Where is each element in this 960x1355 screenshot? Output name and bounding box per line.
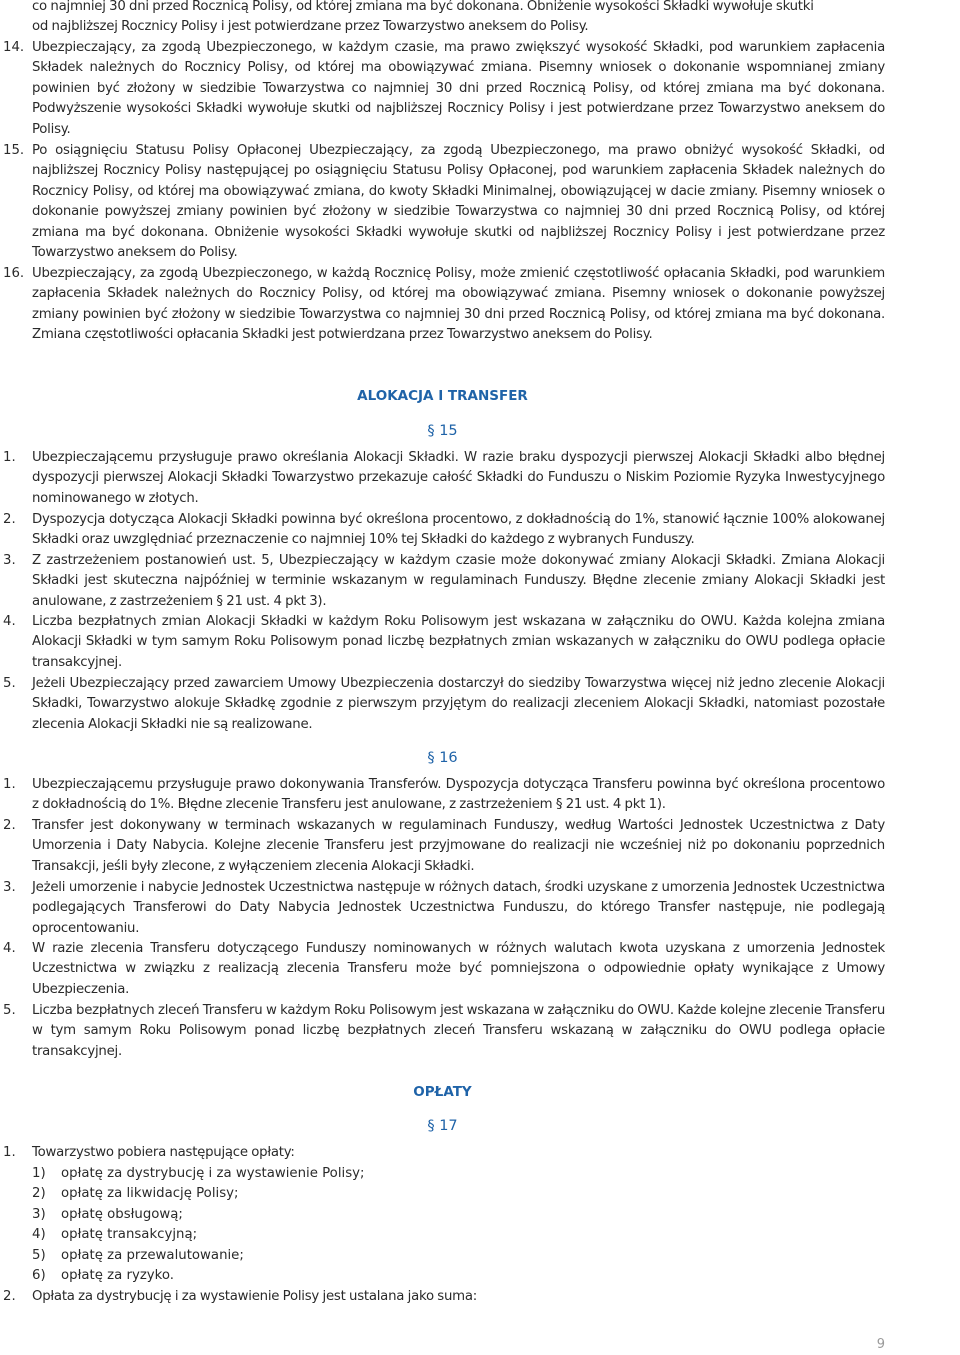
- fee-subitem-2: [32, 1184, 238, 1204]
- item-text: Jeżeli umorzenie i nabycie Jednostek Uczestnictwa następuje w różnych datach, środki uzyskane z umorzenia Jednostek Uczestnictwa podlegających Transferowi do Daty Nabycia Jednostek Uczestnictwa Funduszu, do którego Transfer następuje, nie podlegają oprocentowaniu.: [32, 880, 885, 936]
- allocation-item-5: [0, 674, 885, 735]
- item-text: Liczba bezpłatnych zleceń Transferu w każdym Roku Polisowym jest wskazana w załączniku do OWU. Każde kolejne zlecenie Transferu w tym samym Roku Polisowym ponad liczbę bezpłatnych zleceń Transferu wskazaną w załączniku do OWU podlega opłacie transakcyjnej.: [32, 1003, 885, 1059]
- item-number: 3.: [3, 553, 16, 568]
- intro-line-1: co najmniej 30 dni przed Rocznicą Polisy, od której zmiana ma być dokonana. Obniżenie wysokości Składki wywołuje skutki: [32, 0, 814, 14]
- fee-subitem-5: [32, 1246, 244, 1266]
- list-item-14: [0, 38, 885, 140]
- list-item-15: [0, 141, 885, 263]
- item-text: W razie zlecenia Transferu dotyczącego Funduszy nominowanych w różnych walutach kwota uzyskana z umorzenia Jednostek Uczestnictwa w związku z realizacją zlecenia Transferu może być pomniejszona o odpowiednie opłaty wynikające z Umowy Ubezpieczenia.: [32, 941, 885, 997]
- section-heading-allocation: ALOKACJA I TRANSFER: [357, 388, 528, 404]
- item-text: Liczba bezpłatnych zmian Alokacji Składki w każdym Roku Polisowym jest wskazana w załączniku do OWU. Każda kolejna zmiana Alokacji Składki w tym samym Roku Polisowym ponad liczbę bezpłatnych zmian wskazanych w załączniku do OWU podlega opłacie transakcyjnej.: [32, 614, 885, 670]
- item-text: Ubezpieczający, za zgodą Ubezpieczonego, w każdą Rocznicę Polisy, może zmienić częstotliwość opłacania Składki, pod warunkiem zapłacenia Składek należnych do Rocznicy Polisy, od której ma obowiązywać zmiana. Pisemny wniosek o dokonanie powyższej zmiany powinien być złożony w siedzibie Towarzystwa co najmniej 30 dni przed Rocznicą Polisy, od której zmiana ma być dokonana. Zmiana częstotliwości opłacania Składki jest potwierdzana przez Towarzystwo aneksem do Polisy.: [32, 266, 885, 343]
- allocation-item-3: [0, 551, 885, 612]
- item-text: Z zastrzeżeniem postanowień ust. 5, Ubezpieczający w każdym czasie może dokonywać zmiany Alokacji Składki. Zmiana Alokacji Składki jest skuteczna najpóźniej w terminie wskazanym w regulaminach Funduszy. Błędne zlecenie zmiany Alokacji Składki jest anulowane, z zastrzeżeniem § 21 ust. 4 pkt 3).: [32, 553, 885, 609]
- transfer-item-4: [0, 939, 885, 1000]
- paragraph-mark-17: § 17: [427, 1118, 458, 1134]
- fee-subitem-3: [32, 1205, 183, 1225]
- item-number: 1.: [3, 777, 16, 792]
- fee-subitem-4: [32, 1225, 197, 1245]
- subitem-text: opłatę za likwidację Polisy;: [61, 1186, 239, 1201]
- intro-line-2: od najbliższej Rocznicy Polisy i jest potwierdzane przez Towarzystwo aneksem do Polisy.: [32, 19, 589, 34]
- item-number: 4.: [3, 941, 16, 956]
- item-text: Po osiągnięciu Statusu Polisy Opłaconej Ubezpieczający, za zgodą Ubezpieczonego, ma prawo obniżyć wysokość Składki, od najbliższej Rocznicy Polisy następującej po osiągnięciu Statusu Polisy Opłaconej, pod warunkiem zapłacenia Składek należnych do Rocznicy Polisy, od której ma obowiązywać zmiana, do kwoty Składki Minimalnej, obowiązującej w dacie zmiany. Pisemny wniosek o dokonanie powyższej zmiany powinien być złożony w siedzibie Towarzystwa co najmniej 30 dni przed Rocznicą Polisy, od której zmiana ma być dokonana. Obniżenie wysokości Składki wywołuje skutki od najbliższej Rocznicy Polisy i jest potwierdzane przez Towarzystwo aneksem do Polisy.: [32, 143, 885, 261]
- subitem-number: 3): [32, 1207, 46, 1222]
- item-number: 2.: [3, 818, 16, 833]
- item-text: Opłata za dystrybucję i za wystawienie Polisy jest ustalana jako suma:: [32, 1289, 477, 1304]
- transfer-item-5: [0, 1001, 885, 1062]
- item-number: 5.: [3, 676, 16, 691]
- item-text: Transfer jest dokonywany w terminach wskazanych w regulaminach Funduszy, według Wartości Jednostek Uczestnictwa z Daty Umorzenia i Daty Nabycia. Kolejne zlecenie Transferu jest przyjmowane do realizacji nie wcześniej niż po dokonaniu poprzednich Transakcji, jeśli były zlecone, z wyłączeniem zlecenia Alokacji Składki.: [32, 818, 885, 874]
- fee-subitem-1: [32, 1164, 364, 1184]
- item-number: 2.: [3, 1289, 16, 1304]
- item-number: 1.: [3, 1145, 16, 1160]
- subitem-text: opłatę transakcyjną;: [61, 1227, 198, 1242]
- item-number: 3.: [3, 880, 16, 895]
- fees-item-1: [0, 1143, 885, 1163]
- fees-item-2: [0, 1287, 885, 1307]
- item-text: Towarzystwo pobiera następujące opłaty:: [32, 1145, 295, 1160]
- page-number: 9: [876, 1337, 885, 1352]
- item-number: 16.: [3, 266, 25, 281]
- paragraph-mark-16: § 16: [427, 750, 458, 766]
- subitem-number: 5): [32, 1248, 46, 1263]
- section-heading-fees: OPŁATY: [413, 1084, 472, 1100]
- item-text: Dyspozycja dotycząca Alokacji Składki powinna być określona procentowo, z dokładnością do 1%, stanowić łącznie 100% alokowanej Składki oraz uwzględniać przeznaczenie co najmniej 10% tej Składki do każdego z wybranych Funduszy.: [32, 512, 885, 548]
- item-text: Jeżeli Ubezpieczający przed zawarciem Umowy Ubezpieczenia dostarczył do siedziby Towarzystwa więcej niż jedno zlecenie Alokacji Składki, Towarzystwo alokuje Składkę zgodnie z pierwszym przyjętym do realizacji zleceniem Alokacji Składki, natomiast pozostałe zlecenia Alokacji Składki nie są realizowane.: [32, 676, 885, 732]
- item-number: 14.: [3, 40, 25, 55]
- fee-subitem-6: [32, 1266, 174, 1286]
- item-number: 4.: [3, 614, 16, 629]
- allocation-item-1: [0, 448, 885, 509]
- item-text: Ubezpieczającemu przysługuje prawo określania Alokacji Składki. W razie braku dyspozycji pierwszej Alokacji Składki albo błędnej dyspozycji pierwszej Alokacji Składki Towarzystwo przekazuje całość Składki do Funduszu o Niskim Poziomie Ryzyka Inwestycyjnego nominowanego w złotych.: [32, 450, 885, 506]
- subitem-number: 2): [32, 1186, 46, 1201]
- transfer-item-3: [0, 878, 885, 939]
- transfer-item-1: [0, 775, 885, 816]
- transfer-item-2: [0, 816, 885, 877]
- item-number: 1.: [3, 450, 16, 465]
- allocation-item-4: [0, 612, 885, 673]
- subitem-text: opłatę obsługową;: [61, 1207, 183, 1222]
- subitem-number: 4): [32, 1227, 46, 1242]
- item-number: 15.: [3, 143, 25, 158]
- item-number: 2.: [3, 512, 16, 527]
- subitem-text: opłatę za ryzyko.: [61, 1268, 175, 1283]
- allocation-item-2: [0, 510, 885, 551]
- item-text: Ubezpieczający, za zgodą Ubezpieczonego, w każdym czasie, ma prawo zwiększyć wysokość Składki, pod warunkiem zapłacenia Składek należnych do Rocznicy Polisy, od której ma obowiązywać zmiana. Pisemny wniosek o dokonanie wspomnianej zmiany powinien być złożony w siedzibie Towarzystwa co najmniej 30 dni przed Rocznicą Polisy, od której zmiana ma być dokonana. Podwyższenie wysokości Składki wywołuje skutki od najbliższej Rocznicy Polisy i jest potwierdzane przez Towarzystwo aneksem do Polisy.: [32, 40, 885, 137]
- list-item-16: [0, 264, 885, 346]
- item-number: 5.: [3, 1003, 16, 1018]
- subitem-text: opłatę za dystrybucję i za wystawienie Polisy;: [61, 1166, 365, 1181]
- subitem-number: 1): [32, 1166, 46, 1181]
- item-text: Ubezpieczającemu przysługuje prawo dokonywania Transferów. Dyspozycja dotycząca Transferu powinna być określona procentowo z dokładnością do 1%. Błędne zlecenie Transferu jest anulowane, z zastrzeżeniem § 21 ust. 4 pkt 1).: [32, 777, 885, 813]
- subitem-number: 6): [32, 1268, 46, 1283]
- subitem-text: opłatę za przewalutowanie;: [61, 1248, 244, 1263]
- paragraph-mark-15: § 15: [427, 423, 458, 439]
